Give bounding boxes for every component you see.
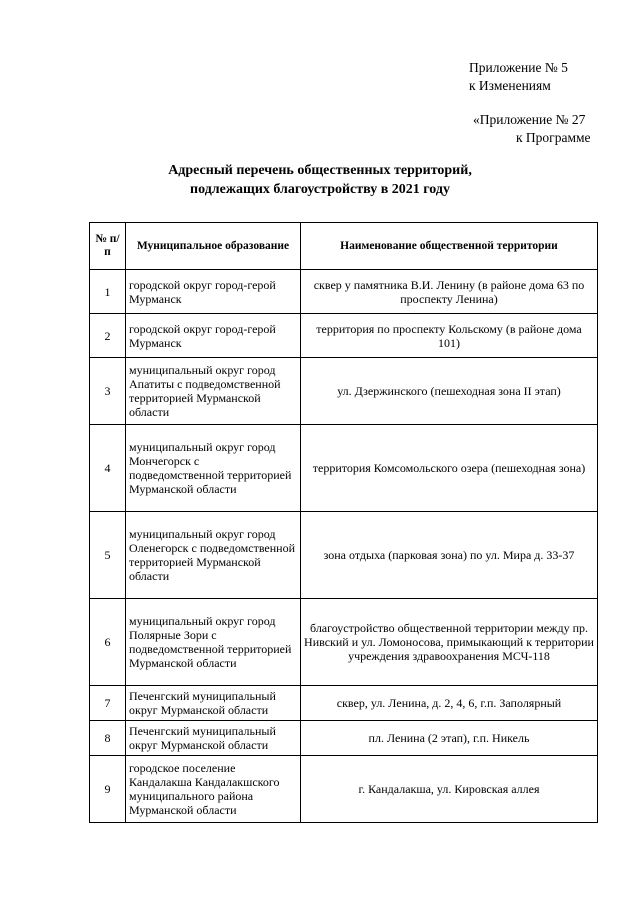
row-number: 4 xyxy=(90,425,126,512)
territory-cell: территория Комсомольского озера (пешеходная зона) xyxy=(301,425,598,512)
table-row xyxy=(90,270,598,314)
appendix-reference: к Изменениям xyxy=(469,78,551,93)
appendix-number: Приложение № 5 xyxy=(469,60,568,75)
municipality-cell: городское поселение Кандалакша Кандалакшского муниципального района Мурманской области xyxy=(126,756,301,823)
table-row xyxy=(90,599,598,686)
document-title-line-1: Адресный перечень общественных территорий, xyxy=(168,163,472,178)
table-row xyxy=(90,358,598,425)
territory-cell: сквер у памятника В.И. Ленину (в районе дома 63 по проспекту Ленина) xyxy=(301,270,598,314)
municipality-cell: муниципальный округ город Апатиты с подведомственной территорией Мурманской области xyxy=(126,358,301,425)
table-row xyxy=(90,512,598,599)
territory-cell: пл. Ленина (2 этап), г.п. Никель xyxy=(301,721,598,756)
table-body xyxy=(90,270,598,823)
territory-table xyxy=(89,222,598,823)
municipality-cell: городской округ город-герой Мурманск xyxy=(126,270,301,314)
program-appendix-number: «Приложение № 27 xyxy=(473,112,586,127)
table-row xyxy=(90,756,598,823)
municipality-cell: городской округ город-герой Мурманск xyxy=(126,314,301,358)
territory-cell: сквер, ул. Ленина, д. 2, 4, 6, г.п. Заполярный xyxy=(301,686,598,721)
column-header-territory: Наименование общественной территории xyxy=(301,223,598,270)
row-number: 8 xyxy=(90,721,126,756)
table-row xyxy=(90,314,598,358)
territory-cell: территория по проспекту Кольскому (в районе дома 101) xyxy=(301,314,598,358)
program-reference: к Программе xyxy=(516,130,591,145)
row-number: 1 xyxy=(90,270,126,314)
table-row xyxy=(90,686,598,721)
municipality-cell: муниципальный округ город Оленегорск с подведомственной территорией Мурманской области xyxy=(126,512,301,599)
row-number: 6 xyxy=(90,599,126,686)
territory-cell: г. Кандалакша, ул. Кировская аллея xyxy=(301,756,598,823)
document-title-line-2: подлежащих благоустройству в 2021 году xyxy=(190,182,450,197)
municipality-cell: муниципальный округ город Полярные Зори с подведомственной территорией Мурманской области xyxy=(126,599,301,686)
column-header-municipality: Муниципальное образование xyxy=(126,223,301,270)
row-number: 7 xyxy=(90,686,126,721)
row-number: 3 xyxy=(90,358,126,425)
territory-cell: благоустройство общественной территории между пр. Нивский и ул. Ломоносова, примыкающий к территории учреждения здравоохранения МСЧ-118 xyxy=(301,599,598,686)
municipality-cell: муниципальный округ город Мончегорск с подведомственной территорией Мурманской области xyxy=(126,425,301,512)
municipality-cell: Печенгский муниципальный округ Мурманской области xyxy=(126,721,301,756)
row-number: 9 xyxy=(90,756,126,823)
table-row xyxy=(90,425,598,512)
municipality-cell: Печенгский муниципальный округ Мурманской области xyxy=(126,686,301,721)
table-header-row xyxy=(90,223,598,270)
table-row xyxy=(90,721,598,756)
row-number: 5 xyxy=(90,512,126,599)
column-header-number: № п/п xyxy=(90,223,126,270)
territory-cell: зона отдыха (парковая зона) по ул. Мира д. 33-37 xyxy=(301,512,598,599)
territory-cell: ул. Дзержинского (пешеходная зона II этап) xyxy=(301,358,598,425)
row-number: 2 xyxy=(90,314,126,358)
